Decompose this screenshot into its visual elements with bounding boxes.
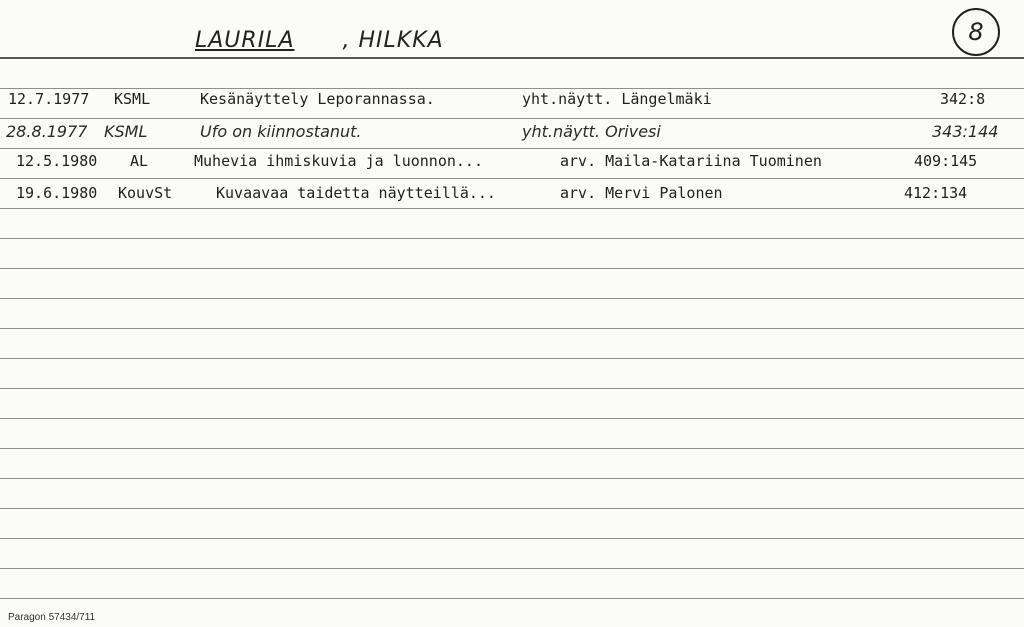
entry-source: AL — [130, 152, 149, 170]
person-name — [195, 28, 444, 53]
entry-ref: 342:8 — [940, 90, 986, 108]
entry-date: 12.5.1980 — [16, 152, 98, 170]
name-separator: , — [342, 28, 351, 53]
header-rule — [0, 57, 1024, 59]
entry-source: KouvSt — [118, 184, 173, 202]
entry-source: KSML — [104, 122, 148, 141]
rule-line — [0, 238, 1024, 239]
rule-line — [0, 598, 1024, 599]
card-number: 8 — [968, 18, 984, 46]
entry-info: arv. Maila-Katariina Tuominen — [560, 152, 822, 170]
rule-line — [0, 358, 1024, 359]
entry-date: 12.7.1977 — [8, 90, 90, 108]
rule-line — [0, 298, 1024, 299]
first-name: HILKKA — [358, 28, 444, 53]
entry-title: Muhevia ihmiskuvia ja luonnon... — [194, 152, 483, 170]
entry-row — [0, 184, 1024, 212]
entry-date: 28.8.1977 — [6, 122, 88, 141]
surname: LAURILA — [195, 28, 295, 53]
entry-row — [0, 122, 1024, 150]
entry-ref: 343:144 — [932, 122, 999, 141]
entry-info: yht.näytt. Längelmäki — [522, 90, 712, 108]
entry-ref: 409:145 — [914, 152, 978, 170]
entry-source: KSML — [114, 90, 151, 108]
card-number-circle — [952, 8, 1000, 56]
card-printer-mark: Paragon 57434/711 — [8, 612, 96, 623]
rule-line — [0, 88, 1024, 89]
rule-line — [0, 388, 1024, 389]
rule-line — [0, 568, 1024, 569]
rule-line — [0, 118, 1024, 119]
entry-info: arv. Mervi Palonen — [560, 184, 723, 202]
rule-line — [0, 508, 1024, 509]
entry-title: Kesänäyttely Leporannassa. — [200, 90, 435, 108]
entry-title: Kuvaavaa taidetta näytteillä... — [216, 184, 496, 202]
entry-title: Ufo on kiinnostanut. — [200, 122, 362, 141]
entry-ref: 412:134 — [904, 184, 968, 202]
rule-line — [0, 328, 1024, 329]
rule-line — [0, 478, 1024, 479]
entry-row — [0, 90, 1024, 118]
rule-line — [0, 268, 1024, 269]
entry-date: 19.6.1980 — [16, 184, 98, 202]
rule-line — [0, 448, 1024, 449]
rule-line — [0, 418, 1024, 419]
entry-row — [0, 152, 1024, 180]
entry-info: yht.näytt. Orivesi — [522, 122, 661, 141]
rule-line — [0, 538, 1024, 539]
